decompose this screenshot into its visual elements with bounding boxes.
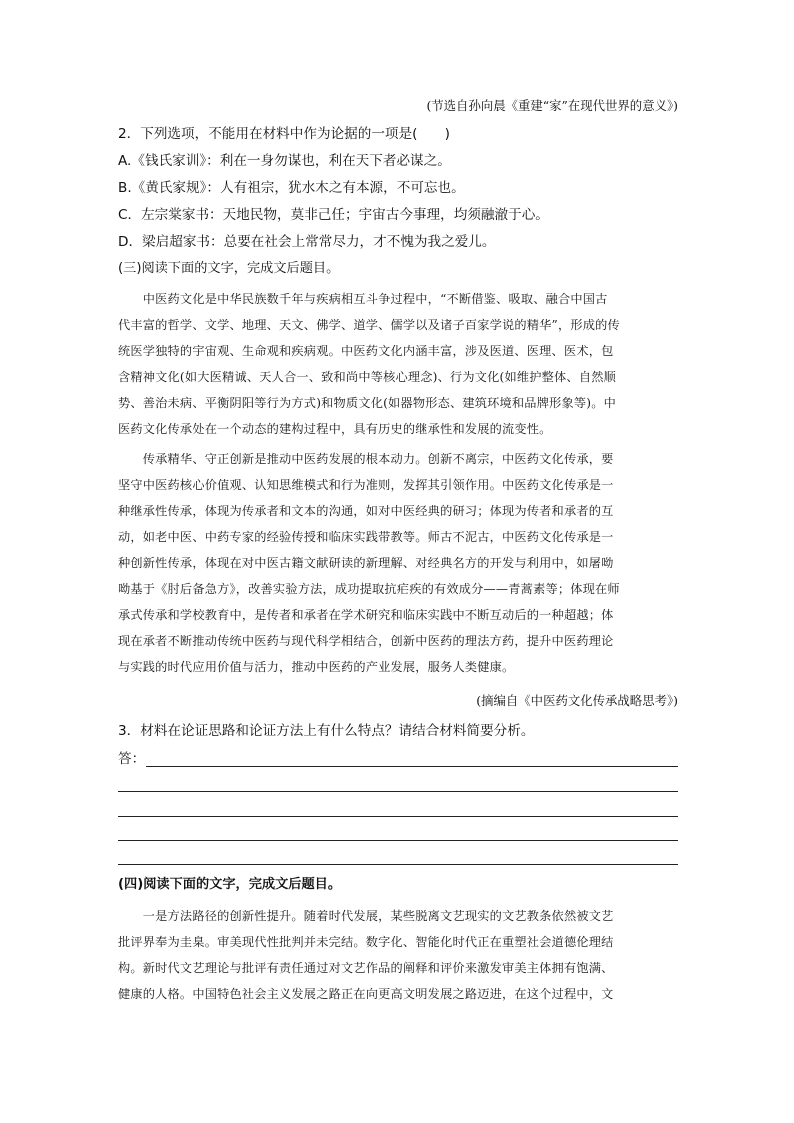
passage-3-line: 现在承者不断推动传统中医药与现代科学相结合，创新中医药的理法方药，提升中医药理论 [118,634,614,648]
section-4-heading: (四)阅读下面的文字，完成文后题目。 [118,877,342,892]
answer-line[interactable] [118,840,678,841]
passage-3-line: 代丰富的哲学、文学、地理、天文、佛学、道学、儒学以及诸子百家学说的精华”，形成的传 [118,318,620,332]
answer-line[interactable] [118,864,678,865]
passage-3-line: 与实践的时代应用价值与活力，推动中医药的产业发展，服务人类健康。 [118,660,515,674]
source-citation-1: (节选自孙向晨《重建“家”在现代世界的意义》) [426,98,678,113]
question-2-option-d: D．梁启超家书：总要在社会上常常尽力，才不愧为我之爱儿。 [118,234,496,250]
question-2-option-b: B.《黄氏家规》：人有祖宗，犹水木之有本源，不可忘也。 [118,180,465,196]
passage-3-line: 呦基于《肘后备急方》，改善实验方法，成功提取抗疟疾的有效成分——青蒿素等；体现在师 [118,582,620,596]
question-2-stem: 2．下列选项，不能用在材料中作为论据的一项是( ) [118,126,450,142]
passage-3-line: 医药文化传承处在一个动态的建构过程中，具有历史的继承性和发展的流变性。 [118,422,552,436]
passage-3-line: 含精神文化(如大医精诚、天人合一、致和尚中等核心理念)、行为文化(如维护整体、自然顺 [118,370,616,384]
passage-3-line: 坚守中医药核心价值观、认知思维模式和行为准则，发挥其引领作用。中医药文化传承是一 [118,478,614,492]
passage-3-line: 传承精华、守正创新是推动中医药发展的根本动力。创新不离宗，中医药文化传承，要 [118,452,614,466]
passage-4-line: 一是方法路径的创新性提升。随着时代发展，某些脱离文艺现实的文艺教条依然被文艺 [118,909,614,923]
passage-4-line: 批评界奉为圭臬。审美现代性批判并未完结。数字化、智能化时代正在重塑社会道德伦理结 [118,935,614,949]
answer-line[interactable] [118,791,678,792]
passage-3-line: 种创新性传承，体现在对中医古籍文献研读的新理解、对经典名方的开发与利用中，如屠呦 [118,556,614,570]
section-3-heading: (三)阅读下面的文字，完成文后题目。 [118,261,340,276]
passage-3-line: 中医药文化是中华民族数千年与疾病相互斗争过程中，“不断借鉴、吸取、融合中国古 [118,292,608,306]
passage-3-line: 动，如老中医、中药专家的经验传授和临床实践带教等。师古不泥古，中医药文化传承是一 [118,530,614,544]
question-2-option-a: A.《钱氏家训》：利在一身勿谋也，利在天下者必谋之。 [118,153,451,169]
source-citation-2: (摘编自《中医药文化传承战略思考》) [476,693,678,708]
answer-line[interactable] [118,816,678,817]
answer-line[interactable] [146,766,678,767]
passage-3-line: 统医学独特的宇宙观、生命观和疾病观。中医药文化内涵丰富，涉及医道、医理、医术，包 [118,344,614,358]
question-2-option-c: C．左宗棠家书：天地民物，莫非己任；宇宙古今事理，均须融澈于心。 [118,207,549,223]
passage-3-line: 承式传承和学校教育中，是传者和承者在学术研究和临床实践中不断互动后的一种超越；体 [118,608,614,622]
passage-3-line: 种继承性传承，体现为传承者和文本的沟通，如对中医经典的研习；体现为传者和承者的互 [118,504,614,518]
passage-4-line: 健康的人格。中国特色社会主义发展之路正在向更高文明发展之路迈进，在这个过程中，文 [118,987,614,1001]
passage-4-line: 构。新时代文艺理论与批评有责任通过对文艺作品的阐释和评价来激发审美主体拥有饱满、 [118,961,614,975]
passage-3-line: 势、善治未病、平衡阴阳等行为方式)和物质文化(如器物形态、建筑环境和品牌形象等)。中 [118,396,616,410]
question-3-stem: 3．材料在论证思路和论证方法上有什么特点？请结合材料简要分析。 [118,723,535,739]
answer-label: 答： [118,751,146,767]
